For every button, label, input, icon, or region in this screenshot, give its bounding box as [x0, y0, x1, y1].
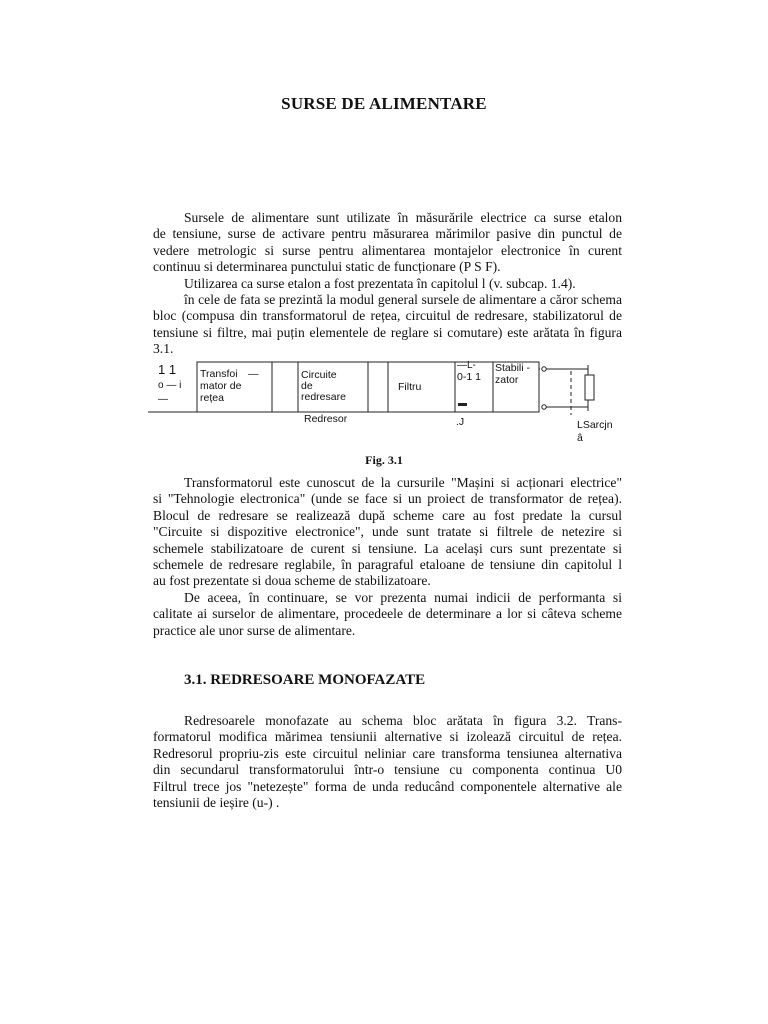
- filter-label: Filtru: [398, 381, 422, 393]
- text-line: vedere metrologic si surse pentru alimentarea montajelor electronice în curent: [153, 242, 622, 258]
- text-line: Filtrul trece jos "netezește" forma de unda reducând componentele alternative ale: [153, 778, 622, 794]
- transformer-label-2: mator de: [200, 380, 242, 392]
- text-line: au fost prezentate si doua scheme de stabilizatoare.: [153, 573, 431, 589]
- stabilizer-label-2: zator: [495, 374, 519, 386]
- text-line: bloc (compusa din transformatorul de rețea, circuitul de redresare, stabilizatorul de: [153, 308, 622, 324]
- text-line: tensiune si filtre, mai puțin elementele de reglare si comutare) este arătata în figura 3.1.: [153, 324, 622, 357]
- body-paragraph: [153, 475, 622, 639]
- transformer-dash: —: [248, 368, 259, 380]
- text-line: Redresoarele monofazate au schema bloc arătata în figura 3.2. Trans-: [184, 713, 622, 728]
- mid-mark: [458, 403, 467, 406]
- intro-paragraph: [153, 210, 622, 358]
- load-resistor: [585, 375, 594, 400]
- section-heading: 3.1. REDRESOARE MONOFAZATE: [184, 672, 426, 688]
- mid-label-2: 0-1 1: [457, 371, 481, 383]
- redresor-label-3: redresare: [301, 391, 346, 403]
- terminal-bottom: [542, 405, 546, 409]
- text-line: Redresorul propriu-zis este circuitul neliniar care transforma tensiunea alternativa: [153, 745, 622, 761]
- text-line: continuu si determinarea punctului static de funcționare (P S F).: [153, 259, 501, 275]
- text-line: practice ale unor surse de alimentare.: [153, 622, 356, 638]
- stabilizer-label-1: Stabili -: [495, 362, 531, 374]
- mid-caption: .J: [456, 416, 465, 428]
- transformer-label-3: rețea: [200, 392, 224, 404]
- section-paragraph: [153, 713, 622, 811]
- mid-label-1: —L-: [457, 360, 476, 371]
- transformer-label-1: Transfoi: [200, 368, 238, 380]
- block-diagram: [148, 355, 618, 450]
- redresor-label-1: Circuite: [301, 369, 337, 381]
- text-line: Sursele de alimentare sunt utilizate în măsurările electrice ca surse etalon: [184, 210, 622, 225]
- text-line: schemele stabilizatoare de curent si tensiune. La același curs sunt prezentate si: [153, 540, 622, 556]
- load-label-1: LSarcjn: [577, 419, 613, 431]
- redresor-label-2: de: [301, 380, 313, 392]
- figure-caption: Fig. 3.1: [365, 453, 403, 467]
- text-line: de tensiune, surse de activare pentru măsurarea mărimilor pasive din punctul de: [153, 226, 622, 242]
- terminal-top: [542, 367, 546, 371]
- text-line: "Circuite si dispozitive electronice", unde sunt tratate si filtrele de netezire si: [153, 524, 622, 540]
- load-label-2: â: [577, 432, 583, 444]
- text-line: Transformatorul este cunoscut de la cursurile "Mașini si acționari electrice": [184, 475, 622, 490]
- redresor-caption: Redresor: [304, 413, 348, 425]
- text-line: si "Tehnologie electronica" (unde se face si un proiect de transformator de rețea).: [153, 491, 622, 507]
- page-title: SURSE DE ALIMENTARE: [281, 94, 487, 113]
- text-line: Blocul de redresare se realizează după scheme care au fost predate la cursul: [153, 507, 622, 523]
- text-line: De aceea, în continuare, se vor prezenta numai indicii de performanta si: [184, 589, 622, 605]
- text-line: din secundarul transformatorului într-o tensiune cu componenta continua U0: [153, 762, 622, 778]
- label-dash: —: [158, 394, 168, 405]
- label-11: 1 1: [158, 362, 177, 377]
- text-line: Utilizarea ca surse etalon a fost prezentata în capitolul l (v. subcap. 1.4).: [184, 275, 576, 291]
- text-line: tensiunii de ieșire (u-) .: [153, 795, 280, 811]
- text-line: formatorul modifica mărimea tensiunii alternative si izolează circuitul de rețea.: [153, 729, 622, 745]
- label-o-i: o — i: [158, 380, 182, 391]
- text-line: în cele de fata se prezintă la modul general sursele de alimentare a căror schema: [184, 292, 622, 308]
- text-line: calitate ai surselor de alimentare, procedeele de determinare a lor si câteva scheme: [153, 606, 622, 622]
- text-line: schemele de redresare reglabile, în paragraful etaloane de tensiune din capitolul l: [153, 557, 622, 573]
